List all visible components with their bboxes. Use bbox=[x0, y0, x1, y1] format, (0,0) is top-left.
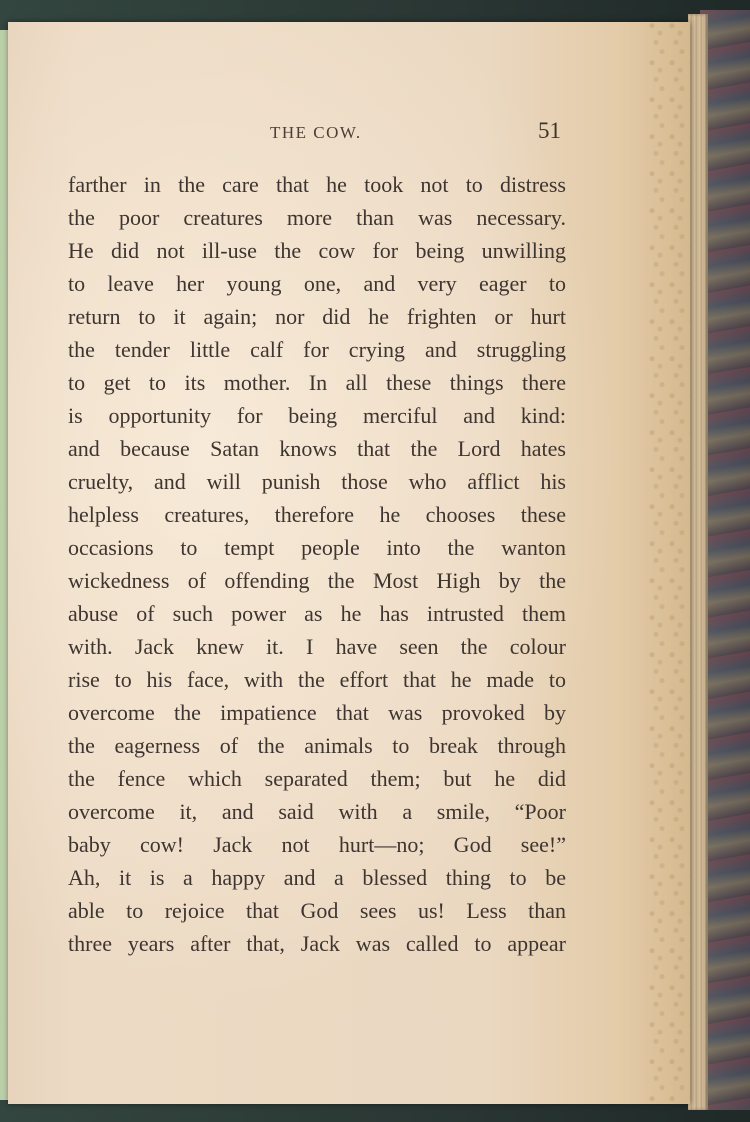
text-line: with. Jack knew it. I have seen the colour bbox=[68, 634, 566, 659]
text-line: and because Satan knows that the Lord hates bbox=[68, 436, 566, 461]
page-number: 51 bbox=[538, 118, 561, 143]
text-line: the fence which separated them; but he did bbox=[68, 766, 566, 791]
running-head-title: THE COW. bbox=[270, 123, 362, 142]
text-line: the eagerness of the animals to break through bbox=[68, 733, 566, 758]
text-line: rise to his face, with the effort that he made to bbox=[68, 667, 566, 692]
text-line: overcome the impatience that was provoked by bbox=[68, 700, 566, 725]
running-head bbox=[8, 118, 690, 148]
body-text bbox=[68, 168, 566, 960]
text-line: baby cow! Jack not hurt—no; God see!” bbox=[68, 832, 566, 857]
text-line: farther in the care that he took not to distress bbox=[68, 172, 566, 197]
page-foxing bbox=[648, 22, 690, 1104]
text-line: He did not ill-use the cow for being unwilling bbox=[68, 238, 566, 263]
text-line: overcome it, and said with a smile, “Poor bbox=[68, 799, 566, 824]
page-edges bbox=[688, 14, 708, 1110]
text-line: cruelty, and will punish those who afflict his bbox=[68, 469, 566, 494]
text-line: helpless creatures, therefore he chooses these bbox=[68, 502, 566, 527]
text-line: wickedness of offending the Most High by the bbox=[68, 568, 566, 593]
text-line: the poor creatures more than was necessary. bbox=[68, 205, 566, 230]
text-line: Ah, it is a happy and a blessed thing to be bbox=[68, 865, 566, 890]
text-line: to get to its mother. In all these things there bbox=[68, 370, 566, 395]
text-line: abuse of such power as he has intrusted them bbox=[68, 601, 566, 626]
text-line: the tender little calf for crying and struggling bbox=[68, 337, 566, 362]
text-line: occasions to tempt people into the wanton bbox=[68, 535, 566, 560]
text-line: is opportunity for being merciful and kind: bbox=[68, 403, 566, 428]
book-page bbox=[8, 22, 690, 1104]
text-line: able to rejoice that God sees us! Less than bbox=[68, 898, 566, 923]
text-line: return to it again; nor did he frighten or hurt bbox=[68, 304, 566, 329]
text-line: to leave her young one, and very eager to bbox=[68, 271, 566, 296]
text-line: three years after that, Jack was called to appear bbox=[68, 931, 566, 956]
